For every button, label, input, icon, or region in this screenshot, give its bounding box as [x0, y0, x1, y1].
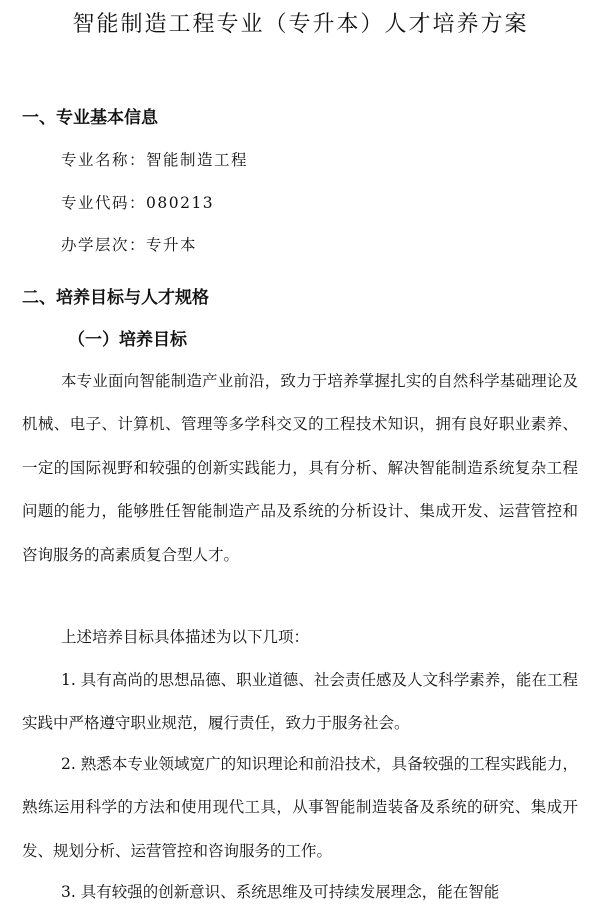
subsection-heading-training-goals: （一）培养目标 — [68, 330, 187, 350]
goals-lead-paragraph: 上述培养目标具体描述为以下几项： — [61, 628, 310, 646]
section-heading-goals: 二、培养目标与人才规格 — [22, 288, 209, 308]
goal-item-1: 1. 具有高尚的思想品德、职业道德、社会责任感及人文科学素养，能在工程实践中严格遵守职业规范，履行责任，致力于服务社会。 — [22, 671, 578, 733]
document-title: 智能制造工程专业（专升本）人才培养方案 — [72, 12, 529, 37]
section-heading-basic-info: 一、专业基本信息 — [22, 108, 158, 128]
major-name-line: 专业名称：智能制造工程 — [61, 151, 249, 169]
goal-item-2: 2. 熟悉本专业领域宽广的知识理论和前沿技术，具备较强的工程实践能力，熟练运用科学的方法和使用现代工具，从事智能制造装备及系统的研究、集成开发、规划分析、运营管控和咨询服务的工作。 — [22, 755, 578, 860]
level-line: 办学层次：专升本 — [61, 236, 198, 254]
training-goals-paragraph: 本专业面向智能制造产业前沿，致力于培养掌握扎实的自然科学基础理论及机械、电子、计算机、管理等多学科交叉的工程技术知识，拥有良好职业素养、一定的国际视野和较强的创新实践能力，具有分析、解决智能制造系统复杂工程问题的能力，能够胜任智能制造产品及系统的分析设计、集成开发、运营管控和咨询服务的高素质复合型人才。 — [22, 372, 578, 564]
major-code-line: 专业代码：080213 — [61, 194, 215, 212]
goal-item-3: 3. 具有较强的创新意识、系统思维及可持续发展理念，能在智能 — [61, 883, 500, 901]
